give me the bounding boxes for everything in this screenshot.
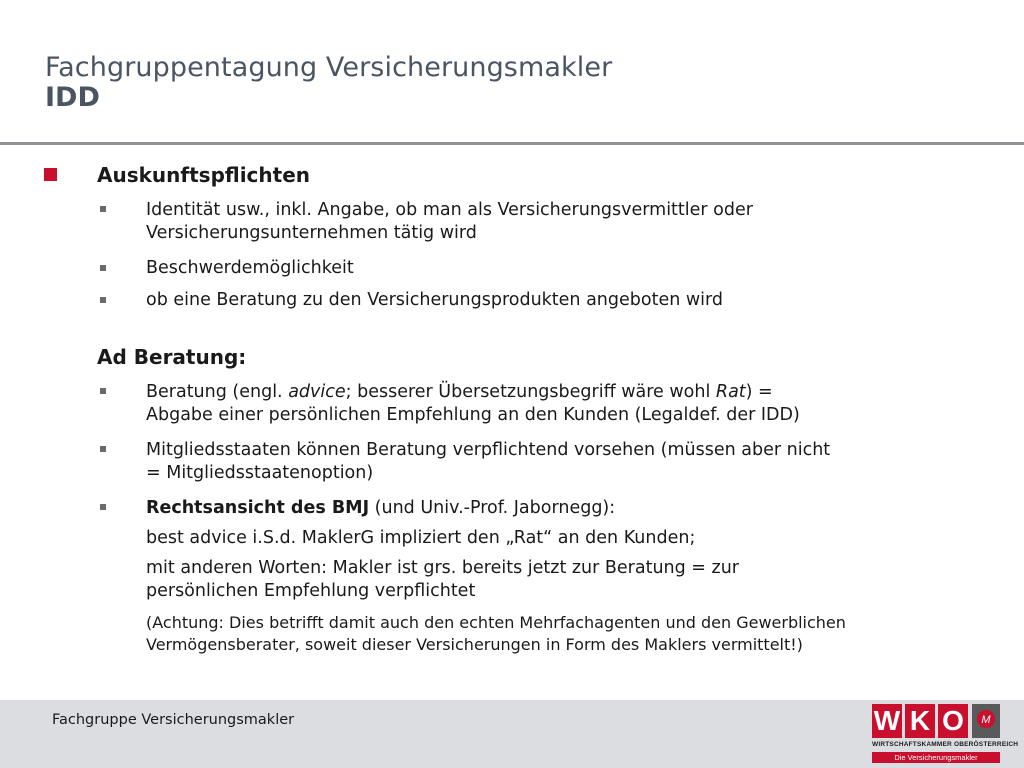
list-item: Identität usw., inkl. Angabe, ob man als Versicherungsvermittler oder Versicherungsunternehmen tätig wird [146, 200, 753, 243]
list-item: ob eine Beratung zu den Versicherungsprodukten angeboten wird [146, 290, 724, 310]
paragraph-best-advice: best advice i.S.d. MaklerG impliziert den „Rat“ an den Kunden; [146, 528, 696, 548]
logo-emblem-icon [972, 704, 1000, 738]
list-item: Beschwerdemöglichkeit [146, 258, 354, 278]
title-main: Fachgruppentagung Versicherungsmakler [45, 52, 613, 83]
paragraph-makler: mit anderen Worten: Makler ist grs. bereits jetzt zur Beratung = zur persönlichen Empfehlung verpflichtet [146, 558, 740, 601]
svg-text:M: M [981, 714, 991, 726]
footer-text: Fachgruppe Versicherungsmakler [52, 712, 295, 728]
slide-title [45, 52, 612, 113]
logo-tagline: Die Versicherungsmakler [872, 752, 1000, 763]
square-bullet-icon [44, 168, 57, 181]
small-square-bullet-icon [100, 265, 106, 271]
wko-logo [872, 704, 1019, 764]
list-item: Mitgliedsstaaten können Beratung verpflichtend vorsehen (müssen aber nicht = Mitgliedsstaatenoption) [146, 440, 831, 483]
title-sub: IDD [45, 82, 100, 113]
paragraph-achtung: (Achtung: Dies betrifft damit auch den echten Mehrfachagenten und den Gewerblichen Vermögensberater, soweit dieser Versicherungen in Form des Maklers vermittelt!) [146, 613, 846, 654]
small-square-bullet-icon [100, 206, 106, 212]
small-square-bullet-icon [100, 446, 106, 452]
logo-letter: K [905, 704, 935, 738]
logo-subtitle: WIRTSCHAFTSKAMMER OBERÖSTERREICH [872, 741, 1019, 748]
section-heading-ad-beratung: Ad Beratung: [97, 345, 247, 369]
title-divider [0, 142, 1024, 145]
small-square-bullet-icon [100, 388, 106, 394]
logo-letter: O [938, 704, 968, 738]
logo-letter: W [873, 705, 901, 736]
list-item: Rechtsansicht des BMJ (und Univ.-Prof. Jabornegg): [146, 498, 616, 518]
section-heading-auskunftspflichten: Auskunftspflichten [97, 163, 311, 187]
list-item: Beratung (engl. advice; besserer Übersetzungsbegriff wäre wohl Rat) = Abgabe einer persönlichen Empfehlung an den Kunden (Legaldef. der IDD) [146, 382, 800, 425]
footer-bar [0, 700, 1024, 768]
small-square-bullet-icon [100, 504, 106, 510]
small-square-bullet-icon [100, 297, 106, 303]
